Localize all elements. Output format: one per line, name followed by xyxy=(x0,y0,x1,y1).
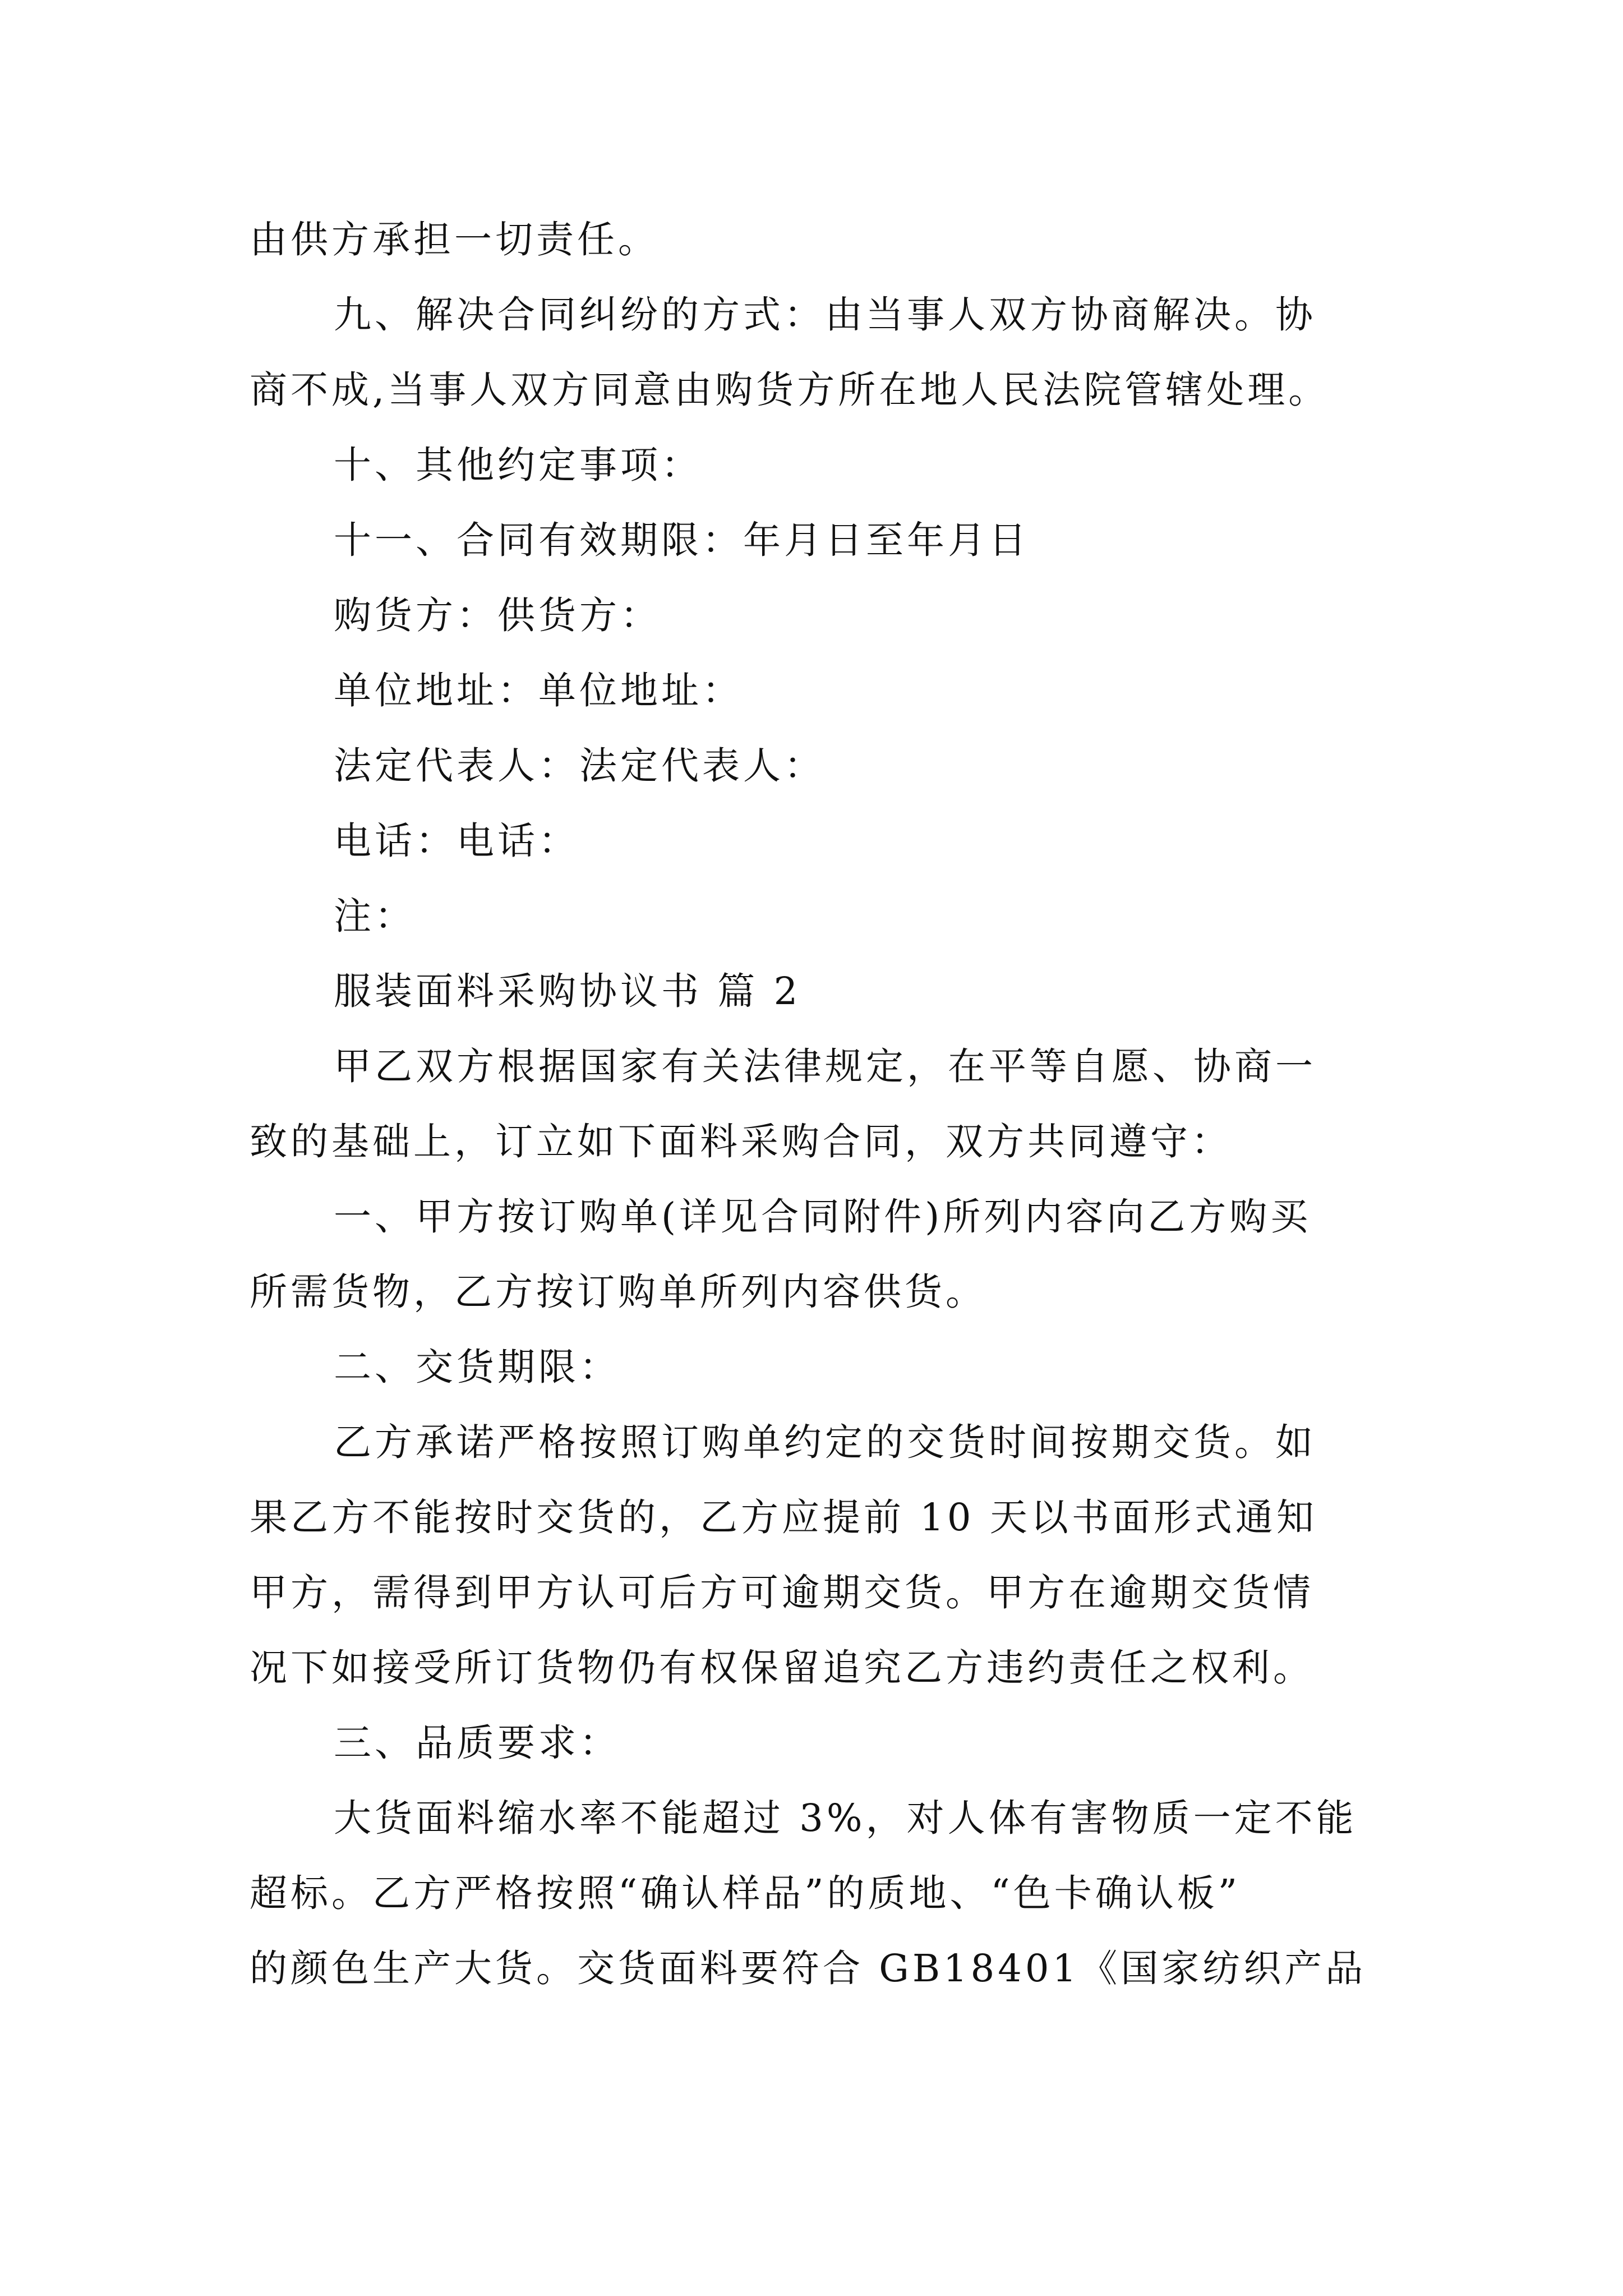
text-line: 况下如接受所订货物仍有权保留追究乙方违约责任之权利。 xyxy=(250,1646,1314,1690)
section-heading: 服装面料采购协议书 篇 2 xyxy=(334,969,801,1013)
text-line: 电话：电话： xyxy=(334,819,579,863)
text-line: 所需货物，乙方按订购单所列内容供货。 xyxy=(250,1270,986,1314)
text-line: 二、交货期限： xyxy=(334,1345,620,1389)
text-line: 三、品质要求： xyxy=(334,1721,620,1765)
document-body xyxy=(250,202,1377,2006)
text-line: 商不成,当事人双方同意由购货方所在地人民法院管辖处理。 xyxy=(250,368,1330,412)
text-line: 法定代表人：法定代表人： xyxy=(334,744,825,788)
text-line: 十一、合同有效期限：年月日至年月日 xyxy=(334,518,1030,562)
text-line: 大货面料缩水率不能超过 3%，对人体有害物质一定不能 xyxy=(334,1796,1357,1840)
text-line: 十、其他约定事项： xyxy=(334,443,702,487)
text-line: 单位地址：单位地址： xyxy=(334,669,743,712)
text-line: 甲方，需得到甲方认可后方可逾期交货。甲方在逾期交货情 xyxy=(250,1571,1314,1614)
text-line: 九、解决合同纠纷的方式：由当事人双方协商解决。协 xyxy=(334,293,1316,337)
text-line: 致的基础上，订立如下面料采购合同，双方共同遵守： xyxy=(250,1120,1232,1163)
text-line: 注： xyxy=(334,894,416,938)
text-line: 乙方承诺严格按照订购单约定的交货时间按期交货。如 xyxy=(334,1420,1316,1464)
text-line: 超标。乙方严格按照“确认样品”的质地、“色卡确认板” xyxy=(250,1871,1241,1915)
text-line: 的颜色生产大货。交货面料要符合 GB18401《国家纺织产品 xyxy=(250,1947,1367,1990)
text-line: 一、甲方按订购单(详见合同附件)所列内容向乙方购买 xyxy=(334,1195,1312,1239)
text-line: 甲乙双方根据国家有关法律规定，在平等自愿、协商一 xyxy=(334,1045,1316,1088)
text-line: 果乙方不能按时交货的，乙方应提前 10 天以书面形式通知 xyxy=(250,1496,1317,1539)
text-line: 由供方承担一切责任。 xyxy=(250,218,659,261)
text-line: 购货方：供货方： xyxy=(334,593,661,637)
